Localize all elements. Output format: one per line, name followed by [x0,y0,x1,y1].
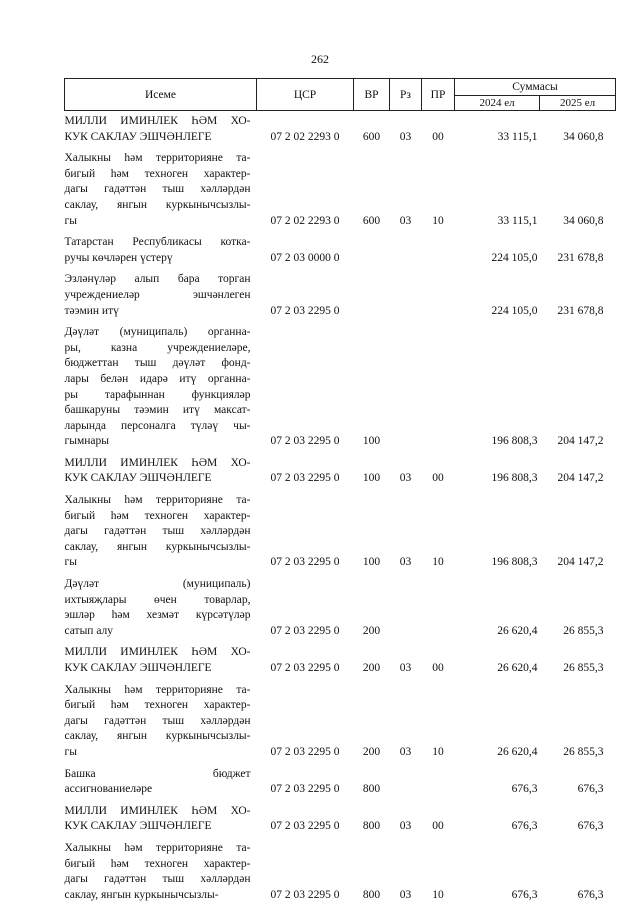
row-amount-2024: 33 115,1 [497,130,538,143]
row-name-line: МИЛЛИ ИМИНЛЕК ҺӘМ ХО- [64,804,251,817]
row-rz: 03 [399,662,412,674]
row-name-line: МИЛЛИ ИМИНЛЕК ҺӘМ ХО- [64,646,251,659]
row-name-line: КУК САКЛАУ ЭШЧӘНЛЕГЕ [64,130,212,143]
row-csr: 07 2 03 2295 0 [270,472,340,485]
row-rz: 03 [399,472,412,485]
header-pr: ПР [422,79,455,111]
row-name-line: эшләр һәм хезмәт күрсәтүләр [64,609,251,622]
row-amount-2024: 196 808,3 [491,556,538,569]
row-csr: 07 2 02 2293 0 [270,130,340,143]
row-name-line: ры тарафыннан функцияләр [64,388,251,401]
row-name-line: МИЛЛИ ИМИНЛЕК ҺӘМ ХО- [64,456,251,469]
row-name-line: КУК САКЛАУ ЭШЧӘНЛЕГЕ [64,820,212,833]
row-name [65,677,257,761]
row-pr [422,266,455,319]
row-name-line: ларында персоналга түләү чы- [64,419,251,432]
row-name-line: саклау, янгын куркынычсызлы- [64,540,251,553]
row-pr [422,229,455,266]
row-name [65,761,257,798]
row-csr: 07 2 03 2295 0 [270,820,340,833]
row-amount-2025: 676,3 [577,783,604,796]
row-name-line: учреждениеләр эшчәнлеген [64,288,251,301]
row-name-line: Татарстан Республикасы котка- [64,236,251,249]
row-rz: 03 [399,888,412,901]
row-rz [390,319,422,450]
row-rz: 03 [399,214,412,227]
row-pr: 10 [432,214,444,227]
row-name-line: лары белән идарә итү органна- [64,372,251,385]
row-csr: 07 2 03 2295 0 [270,304,340,317]
table-row [65,145,616,229]
row-vr: 800 [362,820,381,833]
row-name-line: саклау, янгын куркынычсызлы- [64,730,251,743]
row-amount-2024: 676,3 [511,783,538,796]
row-name [65,319,257,450]
row-vr [354,229,390,266]
table-row [65,229,616,266]
row-amount-2024: 196 808,3 [491,472,538,485]
row-name [65,798,257,835]
row-amount-2025: 26 855,3 [563,745,604,758]
row-amount-2025: 26 855,3 [563,624,604,637]
row-name-line: КУК САКЛАУ ЭШЧӘНЛЕГЕ [64,472,212,485]
row-pr: 00 [432,820,444,833]
row-pr [422,319,455,450]
table-row [65,487,616,571]
row-amount-2024: 33 115,1 [497,214,538,227]
row-name-line: ассигнованиеләре [64,783,153,796]
row-pr [422,571,455,639]
row-amount-2025: 204 147,2 [557,472,604,485]
row-name [65,639,257,676]
row-amount-2025: 34 060,8 [563,130,604,143]
table-row [65,450,616,487]
row-rz: 03 [399,556,412,569]
row-csr: 07 2 03 2295 0 [270,624,340,637]
row-csr: 07 2 03 2295 0 [270,556,340,569]
row-name-line: Халыкны һәм территорияне та- [64,683,251,696]
row-vr: 200 [362,624,381,637]
row-name [65,487,257,571]
row-name [65,111,257,146]
table-row [65,639,616,676]
row-name-line: Халыкны һәм территорияне та- [64,152,251,165]
row-rz: 03 [399,745,412,758]
row-pr: 10 [432,888,444,901]
header-sums: Суммасы [455,79,616,96]
row-name-line: Дәүләт (муниципаль) [64,578,251,591]
row-amount-2024: 224 105,0 [491,304,538,317]
row-name-line: гы [64,556,77,569]
row-amount-2024: 676,3 [511,888,538,901]
row-amount-2024: 26 620,4 [497,745,538,758]
row-name-line: дагы гадәттән тыш хәлләрдән [64,873,251,886]
row-csr: 07 2 03 2295 0 [270,888,340,901]
row-name [65,266,257,319]
table-row [65,111,616,146]
table-row [65,266,616,319]
row-amount-2025: 676,3 [577,820,604,833]
row-vr: 200 [362,745,381,758]
row-name-line: Эзләнүләр алып бара торган [64,273,251,286]
row-vr: 800 [362,783,381,796]
table-body [65,111,616,904]
row-amount-2024: 26 620,4 [497,662,538,674]
row-name [65,229,257,266]
row-pr [422,761,455,798]
row-amount-2025: 34 060,8 [563,214,604,227]
row-name-line: бигый һәм техноген характер- [64,699,251,712]
row-name-line: саклау, янгын куркынычсызлы- [64,198,251,211]
row-name-line: МИЛЛИ ИМИНЛЕК ҺӘМ ХО- [64,115,251,127]
page-number: 262 [311,52,329,66]
row-name-line: сатып алу [64,624,114,637]
header-rz: Рз [390,79,422,111]
row-name-line: саклау, янгын куркынычсызлы- [64,888,219,901]
row-rz [390,761,422,798]
table-row [65,835,616,903]
row-name-line: бюджеттан тыш дәүләт фонд- [64,357,251,370]
table-row [65,677,616,761]
header-vr: ВР [354,79,390,111]
row-name-line: ихтыяҗлары өчен товарлар, [64,593,251,606]
row-name-line: бигый һәм техноген характер- [64,509,251,522]
row-rz [390,266,422,319]
row-csr: 07 2 03 2295 0 [270,662,340,674]
row-name-line: Башка бюджет [64,767,251,780]
row-amount-2025: 231 678,8 [557,251,604,264]
header-year-2025: 2025 ел [540,96,616,111]
row-vr: 800 [362,888,381,901]
row-name-line: бигый һәм техноген характер- [64,857,251,870]
row-amount-2024: 224 105,0 [491,251,538,264]
row-pr: 10 [432,556,444,569]
row-name [65,145,257,229]
row-name-line: тәэмин итү [64,304,119,317]
row-name-line: Халыкны һәм территорияне та- [64,841,251,854]
header-csr: ЦСР [257,79,354,111]
row-vr: 100 [362,556,381,569]
row-vr: 100 [362,472,381,485]
row-name [65,450,257,487]
row-name-line: дагы гадәттән тыш хәлләрдән [64,183,251,196]
header-name: Исеме [65,79,257,111]
row-rz [390,229,422,266]
row-pr: 10 [432,745,444,758]
row-name-line: ручы көчләрен үстерү [64,251,173,264]
row-amount-2025: 676,3 [577,888,604,901]
row-vr [354,266,390,319]
row-name [65,835,257,903]
budget-table [64,78,616,903]
row-name-line: гы [64,214,77,227]
row-vr: 200 [362,662,381,674]
row-rz: 03 [399,820,412,833]
row-amount-2024: 26 620,4 [497,624,538,637]
row-name-line: бигый һәм техноген характер- [64,167,251,180]
row-amount-2024: 196 808,3 [491,435,538,448]
row-pr: 00 [432,472,444,485]
row-vr: 100 [362,435,381,448]
row-vr: 600 [362,214,381,227]
row-pr: 00 [432,662,444,674]
row-name-line: ры, казна учреждениеләре, [64,341,251,354]
row-amount-2024: 676,3 [511,820,538,833]
row-name-line: дагы гадәттән тыш хәлләрдән [64,525,251,538]
row-name [65,571,257,639]
row-vr: 600 [362,130,381,143]
row-name-line: гы [64,745,77,758]
row-name-line: гымнары [64,435,109,448]
row-rz: 03 [399,130,412,143]
table-row [65,571,616,639]
row-amount-2025: 204 147,2 [557,435,604,448]
header-year-2024: 2024 ел [455,96,540,111]
row-name-line: Дәүләт (муниципаль) органна- [64,326,251,339]
row-csr: 07 2 03 2295 0 [270,435,340,448]
row-amount-2025: 204 147,2 [557,556,604,569]
row-name-line: башкаруны тәэмин итү максат- [64,404,251,417]
row-amount-2025: 26 855,3 [563,662,604,674]
row-rz [390,571,422,639]
table-row [65,798,616,835]
row-csr: 07 2 03 2295 0 [270,783,340,796]
row-amount-2025: 231 678,8 [557,304,604,317]
table-header [65,79,616,111]
row-name-line: КУК САКЛАУ ЭШЧӘНЛЕГЕ [64,662,212,674]
table-row [65,319,616,450]
row-pr: 00 [432,130,444,143]
row-name-line: дагы гадәттән тыш хәлләрдән [64,714,251,727]
row-name-line: Халыкны һәм территорияне та- [64,494,251,507]
row-csr: 07 2 03 0000 0 [270,251,340,264]
table-row [65,761,616,798]
row-csr: 07 2 03 2295 0 [270,745,340,758]
row-csr: 07 2 02 2293 0 [270,214,340,227]
